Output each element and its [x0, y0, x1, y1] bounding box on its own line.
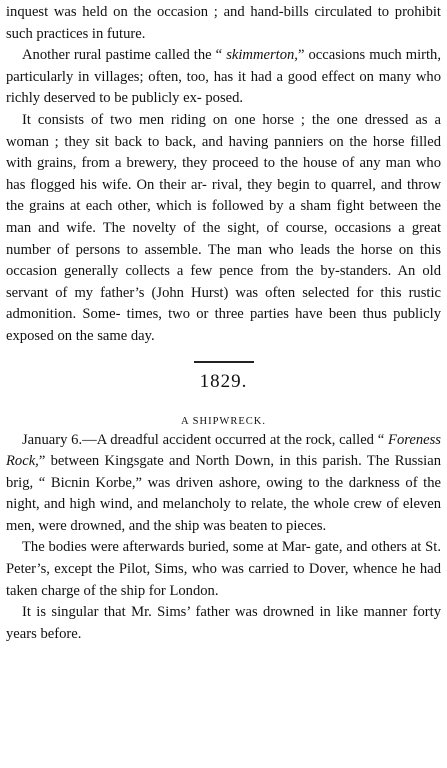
paragraph-text: Another rural pastime called the “ [22, 47, 227, 64]
section-rule [194, 361, 254, 363]
paragraph [6, 2, 441, 45]
body-text-before [6, 2, 441, 348]
paragraph [6, 110, 441, 348]
paragraph [6, 430, 441, 538]
paragraph [6, 45, 441, 110]
italic-text: Foreness Rock, [6, 431, 441, 470]
year-heading: 1829. [199, 370, 248, 392]
paragraph-text: January 6.—A dreadful accident occurred at the rock, called “ [22, 431, 389, 448]
body-text-after [6, 430, 441, 646]
paragraph-text: ” between Kingsgate and North Down, in this parish. The Russian brig, “ Bicnin Korbe,” was driven ashore, owing to the darkness of the night, and high wind, and melancholy to relate, the whole crew of eleven men, were drowned, and the ship was beaten to pieces. [6, 453, 441, 534]
paragraph-text: It is singular that Mr. Sims’ father was drowned in like manner forty years before. [6, 604, 441, 642]
paragraph-text: The bodies were afterwards buried, some at Mar- gate, and others at St. Peter’s, except the Pilot, Sims, who was carried to Dover, whence he had taken charge of the ship for London. [6, 539, 441, 599]
paragraph-text: ” occasions much mirth, particularly in villages; often, too, has it had a good effect on many who richly deserved to be publicly ex- posed. [6, 47, 441, 107]
paragraph-text: It consists of two men riding on one horse ; the one dressed as a woman ; they sit back to back, and having panniers on the horse filled with grains, from a brewery, they proceed to the house of any man who has flogged his wife. On their ar- rival, they begin to quarrel, and throw the grains at each other, which is followed by a sham fight between the man and wife. The novelty of the sight, of course, occasions a great number of persons to assemble. The man who leads the horse on this occasion generally collects a few pence from the by-standers. An old servant of my father’s (John Hurst) was often selected for this rustic admonition. Some- times, two or three parties have been thus publicly exposed on the same day. [6, 111, 441, 344]
paragraph [6, 602, 441, 645]
paragraph [6, 537, 441, 602]
italic-text: skimmerton, [226, 47, 298, 64]
section-heading: A SHIPWRECK. [181, 415, 266, 427]
paragraph-text: inquest was held on the occasion ; and hand-bills circulated to prohibit such practices in future. [6, 4, 441, 42]
